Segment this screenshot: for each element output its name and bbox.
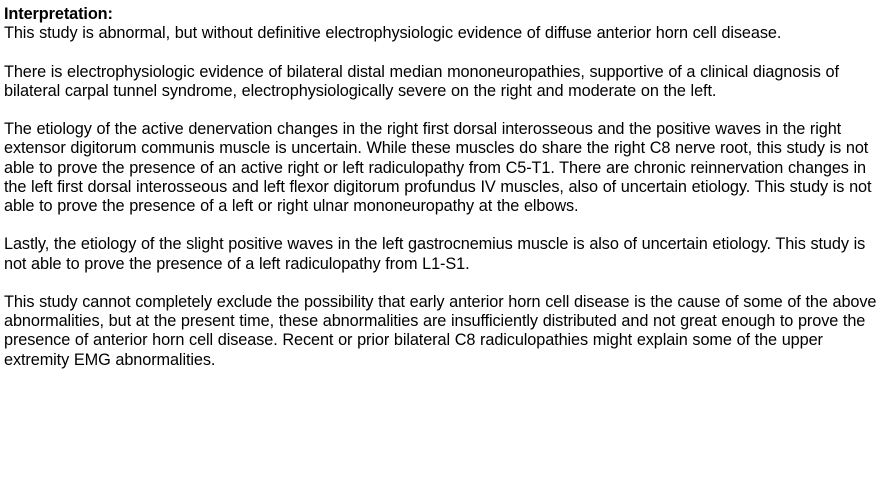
- paragraph-gastrocnemius: Lastly, the etiology of the slight positive waves in the left gastrocnemius muscle is also of uncertain etiology. This study is not able to prove the presence of a left radiculopathy from L1-S1.: [4, 235, 866, 273]
- interpretation-document: [4, 5, 890, 389]
- paragraph-denervation-etiology: The etiology of the active denervation changes in the right first dorsal interosseous and the positive waves in the right extensor digitorum communis muscle is uncertain. While these muscles do share the right C8 nerve root, this study is not able to prove the presence of an active right or left radiculopathy from C5-T1. There are chronic reinnervation changes in the left first dorsal interosseous and left flexor digitorum profundus IV muscles, also of uncertain etiology. This study is not able to prove the presence of a left or right ulnar mononeuropathy at the elbows.: [4, 120, 872, 215]
- paragraph-median-mononeuropathies: There is electrophysiologic evidence of bilateral distal median mononeuropathies, supportive of a clinical diagnosis of bilateral carpal tunnel syndrome, electrophysiologically severe on the right and moderate on the left.: [4, 62, 839, 100]
- interpretation-heading: Interpretation:: [4, 5, 113, 23]
- paragraph-abnormal-study: This study is abnormal, but without definitive electrophysiologic evidence of diffuse anterior horn cell disease.: [4, 24, 782, 43]
- paragraph-anterior-horn-cell: This study cannot completely exclude the possibility that early anterior horn cell disease is the cause of some of the above abnormalities, but at the present time, these abnormalities are insufficiently distributed and not great enough to prove the presence of anterior horn cell disease. Recent or prior bilateral C8 radiculopathies might explain some of the upper extremity EMG abnormalities.: [4, 292, 877, 369]
